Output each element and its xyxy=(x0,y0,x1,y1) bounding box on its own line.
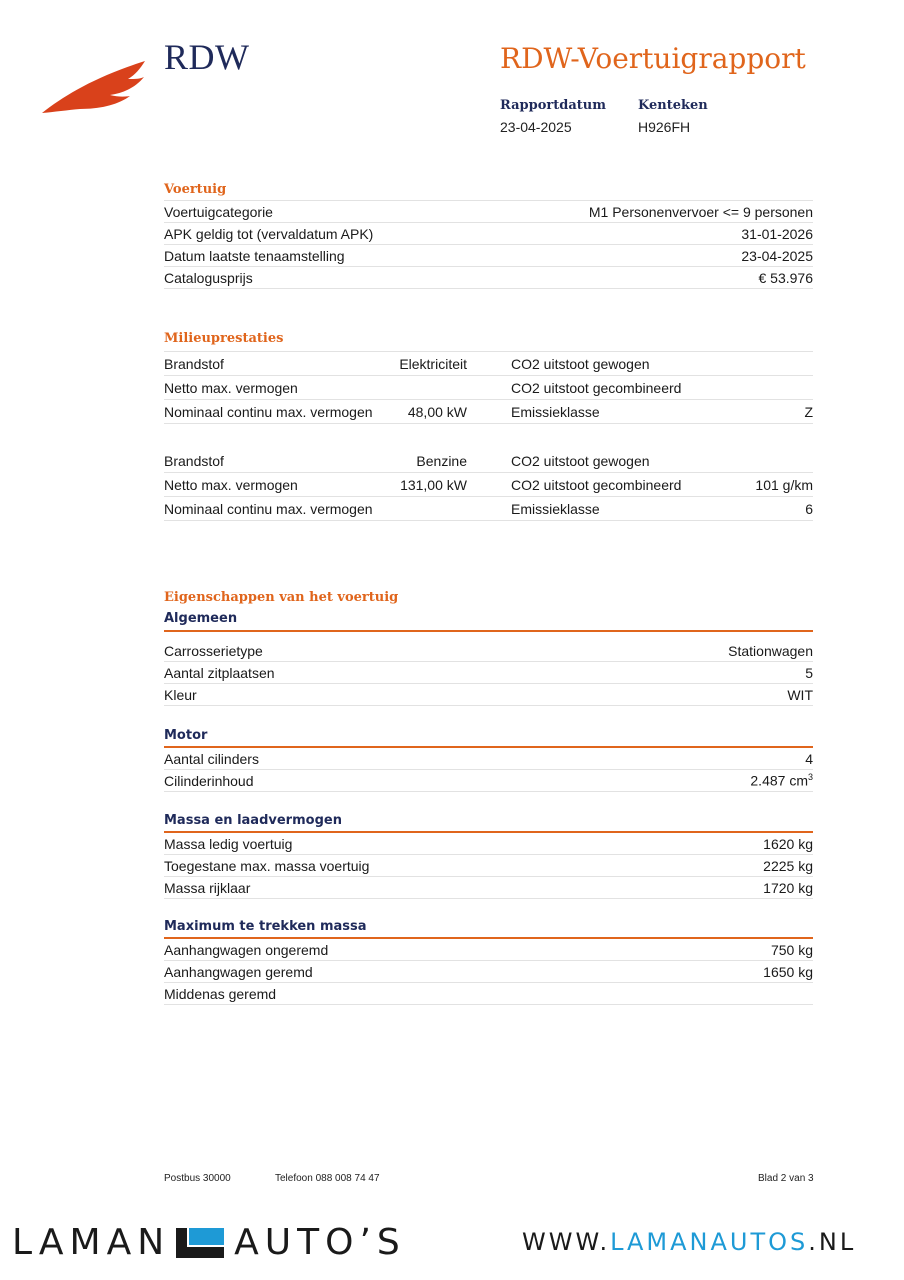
cell-label: Emissieklasse xyxy=(511,403,600,420)
cell-value: 101 g/km xyxy=(755,476,813,493)
report-date-value: 23-04-2025 xyxy=(500,119,572,135)
cell-value: 131,00 kW xyxy=(400,476,467,493)
rdw-logo-icon xyxy=(40,55,150,117)
dealer-url[interactable]: WWW.LAMANAUTOS.NL xyxy=(522,1228,857,1256)
page-title: RDW-Voertuigrapport xyxy=(500,42,806,75)
row-label: Aantal zitplaatsen xyxy=(164,664,275,681)
row-label: Voertuigcategorie xyxy=(164,203,273,220)
towing-table xyxy=(164,937,813,1005)
row-value: 2.487 $cm^3$ xyxy=(750,772,813,789)
row-value: WIT xyxy=(787,686,813,703)
row-label: Datum laatste tenaamstelling xyxy=(164,247,345,264)
table-row xyxy=(164,449,813,473)
table-row xyxy=(164,939,813,961)
environment-table-2 xyxy=(164,449,813,521)
row-value: 23-04-2025 xyxy=(741,247,813,264)
row-label: Middenas geremd xyxy=(164,985,277,1002)
table-row xyxy=(164,833,813,855)
row-label: APK geldig tot (vervaldatum APK) xyxy=(164,225,374,242)
cell-label: CO2 uitstoot gecombineerd xyxy=(511,476,682,493)
table-row xyxy=(164,662,813,684)
cell-label: CO2 uitstoot gecombineerd xyxy=(511,379,682,396)
table-row xyxy=(164,983,813,1005)
cell-value: Z xyxy=(804,403,813,420)
cell-label: CO2 uitstoot gewogen xyxy=(511,355,650,372)
row-value: M1 Personenvervoer <= 9 personen xyxy=(588,203,813,220)
dealer-logo xyxy=(12,1222,406,1263)
table-row xyxy=(164,376,813,400)
table-row xyxy=(164,223,813,245)
section-title-environment: Milieuprestaties xyxy=(164,331,284,346)
cell-value: 48,00 kW xyxy=(407,403,467,420)
cell-value: Benzine xyxy=(416,452,467,469)
row-label: Massa ledig voertuig xyxy=(164,835,293,852)
table-row xyxy=(164,400,813,424)
table-row xyxy=(164,855,813,877)
row-label: Cilinderinhoud xyxy=(164,772,254,789)
subsection-title-engine: Motor xyxy=(164,728,208,743)
section-title-vehicle: Voertuig xyxy=(164,182,227,197)
row-value: € 53.976 xyxy=(758,269,813,286)
cell-label: Emissieklasse xyxy=(511,500,600,517)
environment-table-1 xyxy=(164,351,813,424)
row-value: Stationwagen xyxy=(728,642,813,659)
table-row xyxy=(164,640,813,662)
cell-value: 6 xyxy=(805,500,813,517)
cell-label: CO2 uitstoot gewogen xyxy=(511,452,650,469)
row-label: Catalogusprijs xyxy=(164,269,253,286)
row-label: Carrosserietype xyxy=(164,642,263,659)
row-value: 31-01-2026 xyxy=(741,225,813,242)
subsection-title-towing: Maximum te trekken massa xyxy=(164,919,367,934)
footer-phone: Telefoon 088 008 74 47 xyxy=(275,1173,380,1184)
plate-label: Kenteken xyxy=(638,98,708,113)
cell-label: Nominaal continu max. vermogen xyxy=(164,403,373,420)
row-label: Kleur xyxy=(164,686,197,703)
engine-table xyxy=(164,746,813,792)
report-date-label: Rapportdatum xyxy=(500,98,606,113)
table-row xyxy=(164,770,813,792)
row-label: Aantal cilinders xyxy=(164,750,259,767)
footer-postbus: Postbus 30000 xyxy=(164,1173,231,1184)
table-row xyxy=(164,245,813,267)
plate-value: H926FH xyxy=(638,119,691,135)
vehicle-table xyxy=(164,200,813,289)
general-table xyxy=(164,630,813,706)
row-value: 5 xyxy=(805,664,813,681)
footer-page-number: Blad 2 van 3 xyxy=(758,1173,814,1184)
table-row xyxy=(164,877,813,899)
cell-label: Brandstof xyxy=(164,452,224,469)
cell-label: Nominaal continu max. vermogen xyxy=(164,500,373,517)
dealer-name-part-2: AUTO’S xyxy=(234,1222,406,1263)
subsection-title-general: Algemeen xyxy=(164,611,238,626)
row-value: 2225 kg xyxy=(763,857,813,874)
row-value: 4 xyxy=(805,750,813,767)
cell-value: Elektriciteit xyxy=(399,355,467,372)
cell-label: Brandstof xyxy=(164,355,224,372)
table-row xyxy=(164,497,813,521)
table-row xyxy=(164,267,813,289)
mass-table xyxy=(164,831,813,899)
subsection-title-mass: Massa en laadvermogen xyxy=(164,813,342,828)
section-title-properties: Eigenschappen van het voertuig xyxy=(164,590,399,605)
table-row xyxy=(164,961,813,983)
logo-text: RDW xyxy=(164,37,250,77)
row-value: 1720 kg xyxy=(763,879,813,896)
table-row xyxy=(164,351,813,376)
row-label: Aanhangwagen ongeremd xyxy=(164,941,329,958)
row-value: 750 kg xyxy=(770,941,813,958)
dealer-name-part-1: LAMAN xyxy=(12,1222,171,1263)
row-label: Aanhangwagen geremd xyxy=(164,963,313,980)
table-row xyxy=(164,200,813,223)
row-label: Toegestane max. massa voertuig xyxy=(164,857,370,874)
row-label: Massa rijklaar xyxy=(164,879,251,896)
table-row xyxy=(164,473,813,497)
cell-label: Netto max. vermogen xyxy=(164,476,298,493)
dealer-logo-mark-icon xyxy=(174,1228,226,1258)
table-row xyxy=(164,748,813,770)
cell-label: Netto max. vermogen xyxy=(164,379,298,396)
row-value: 1620 kg xyxy=(763,835,813,852)
row-value: 1650 kg xyxy=(763,963,813,980)
table-row xyxy=(164,684,813,706)
